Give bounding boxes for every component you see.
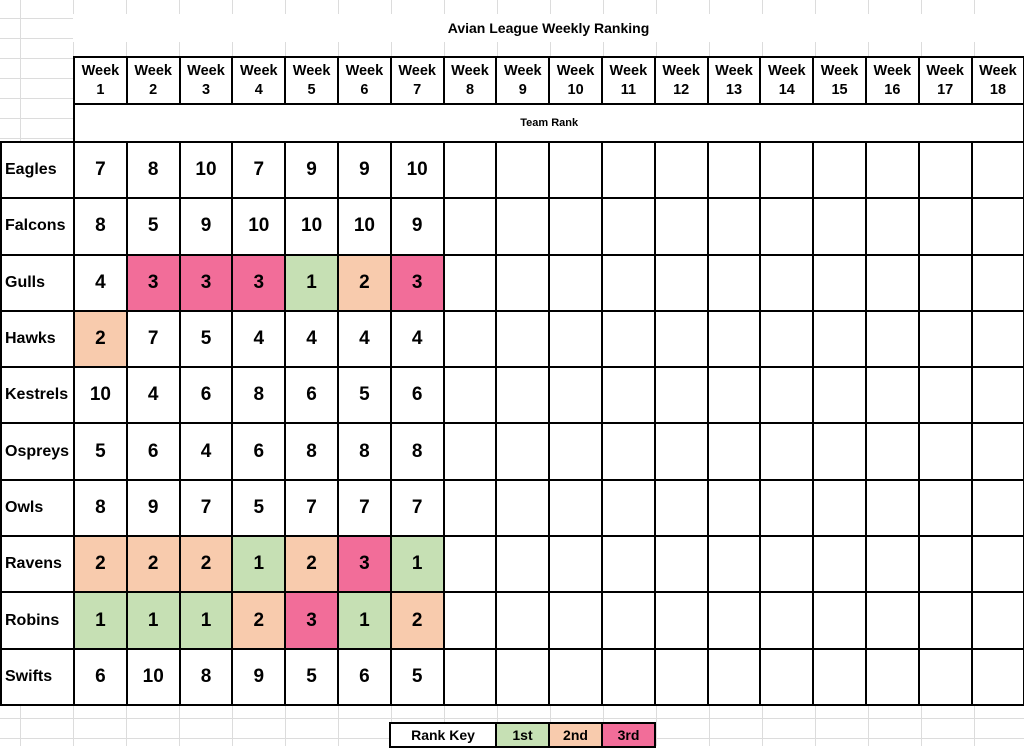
rank-cell[interactable]: 2 [285, 536, 338, 592]
rank-cell[interactable]: 5 [232, 480, 285, 536]
week-word: Week [503, 62, 542, 79]
rank-cell[interactable] [708, 255, 761, 311]
rank-cell[interactable] [919, 198, 972, 254]
rank-cell[interactable]: 9 [127, 480, 180, 536]
week-word: Week [873, 62, 912, 79]
rank-cell[interactable]: 1 [232, 536, 285, 592]
rank-cell[interactable] [708, 592, 761, 648]
rank-cell[interactable]: 5 [127, 198, 180, 254]
rank-cell[interactable] [708, 536, 761, 592]
rank-cell[interactable]: 8 [180, 649, 233, 705]
rank-cell[interactable] [866, 480, 919, 536]
rank-cell[interactable] [655, 592, 708, 648]
rank-cell[interactable]: 10 [391, 142, 444, 198]
rank-cell[interactable] [602, 198, 655, 254]
rank-cell[interactable]: 7 [180, 480, 233, 536]
week-header-5[interactable] [285, 57, 338, 104]
rank-cell[interactable] [972, 367, 1024, 423]
sheet-title: Avian League Weekly Ranking [73, 14, 1024, 42]
rank-cell[interactable]: 2 [338, 255, 391, 311]
rank-cell[interactable] [496, 649, 549, 705]
rank-cell[interactable] [444, 592, 497, 648]
rank-cell[interactable]: 1 [285, 255, 338, 311]
week-word: Week [926, 62, 964, 79]
rank-cell[interactable] [866, 367, 919, 423]
rank-cell[interactable]: 10 [232, 198, 285, 254]
rank-cell[interactable] [813, 198, 866, 254]
rank-cell[interactable]: 3 [180, 255, 233, 311]
rank-cell[interactable] [760, 536, 813, 592]
rank-cell[interactable] [708, 480, 761, 536]
week-number: 14 [778, 81, 795, 98]
team-name[interactable]: Gulls [1, 255, 74, 311]
week-number: 15 [831, 81, 848, 98]
rank-cell[interactable] [496, 255, 549, 311]
team-name[interactable]: Falcons [1, 198, 74, 254]
week-word: Week [187, 62, 225, 79]
rank-cell[interactable] [496, 198, 549, 254]
rank-key-third: 3rd [601, 724, 654, 746]
week-number: 9 [518, 81, 527, 98]
week-number: 5 [307, 81, 316, 98]
rank-cell[interactable]: 9 [180, 198, 233, 254]
rank-cell[interactable]: 2 [74, 536, 127, 592]
rank-cell[interactable]: 7 [232, 142, 285, 198]
rank-cell[interactable]: 4 [74, 255, 127, 311]
rank-cell[interactable]: 5 [285, 649, 338, 705]
rank-cell[interactable] [655, 480, 708, 536]
rank-cell[interactable] [813, 255, 866, 311]
week-word: Week [820, 62, 859, 79]
week-word: Week [345, 62, 384, 79]
rank-cell[interactable]: 10 [127, 649, 180, 705]
rank-cell[interactable] [760, 311, 813, 367]
rank-cell[interactable]: 4 [180, 423, 233, 479]
week-header-10[interactable] [549, 57, 602, 104]
table-row [1, 592, 1024, 648]
week-word: Week [662, 62, 700, 79]
rank-cell[interactable] [813, 536, 866, 592]
rank-cell[interactable]: 8 [285, 423, 338, 479]
rank-cell[interactable]: 7 [391, 480, 444, 536]
rank-cell[interactable] [813, 649, 866, 705]
rank-cell[interactable]: 6 [232, 423, 285, 479]
rank-cell[interactable] [919, 649, 972, 705]
rank-cell[interactable]: 1 [338, 592, 391, 648]
rank-cell[interactable] [919, 592, 972, 648]
rank-cell[interactable] [919, 367, 972, 423]
rank-cell[interactable]: 5 [338, 367, 391, 423]
rank-cell[interactable] [549, 198, 602, 254]
rank-cell[interactable]: 8 [74, 480, 127, 536]
header-corner [1, 57, 74, 142]
rank-cell[interactable]: 1 [127, 592, 180, 648]
rank-cell[interactable]: 9 [232, 649, 285, 705]
rank-cell[interactable] [444, 198, 497, 254]
rank-cell[interactable] [549, 311, 602, 367]
rank-cell[interactable] [602, 649, 655, 705]
team-rank-header[interactable]: Team Rank [74, 104, 1024, 142]
rank-cell[interactable] [760, 480, 813, 536]
rank-cell[interactable]: 5 [74, 423, 127, 479]
rank-cell[interactable]: 10 [74, 367, 127, 423]
rank-cell[interactable] [813, 142, 866, 198]
rank-key-second: 2nd [548, 724, 601, 746]
rank-cell[interactable]: 10 [180, 142, 233, 198]
table-row [1, 198, 1024, 254]
rank-cell[interactable] [602, 536, 655, 592]
week-header-9[interactable] [496, 57, 549, 104]
rank-cell[interactable]: 8 [232, 367, 285, 423]
rank-cell[interactable] [972, 255, 1024, 311]
rank-cell[interactable] [444, 367, 497, 423]
week-word: Week [451, 62, 489, 79]
rank-key-label: Rank Key [411, 727, 475, 743]
rank-cell[interactable]: 10 [285, 198, 338, 254]
rank-cell[interactable]: 8 [391, 423, 444, 479]
rank-cell[interactable] [602, 255, 655, 311]
rank-cell[interactable] [760, 649, 813, 705]
rank-cell[interactable] [549, 367, 602, 423]
rank-cell[interactable]: 3 [338, 536, 391, 592]
rank-cell[interactable]: 3 [391, 255, 444, 311]
week-header-7[interactable] [391, 57, 444, 104]
table-row [1, 367, 1024, 423]
rank-cell[interactable] [602, 311, 655, 367]
week-header-18[interactable] [972, 57, 1024, 104]
rank-cell[interactable]: 1 [391, 536, 444, 592]
team-name[interactable]: Swifts [1, 649, 74, 705]
rank-cell[interactable]: 8 [74, 198, 127, 254]
rank-cell[interactable]: 4 [391, 311, 444, 367]
table-row [1, 255, 1024, 311]
rank-cell[interactable] [708, 311, 761, 367]
rank-cell[interactable] [866, 536, 919, 592]
rank-cell[interactable]: 7 [127, 311, 180, 367]
rank-cell[interactable] [972, 536, 1024, 592]
team-name[interactable]: Robins [1, 592, 74, 648]
rank-cell[interactable] [496, 423, 549, 479]
rank-cell[interactable]: 6 [127, 423, 180, 479]
week-number: 3 [201, 81, 211, 98]
table-row [1, 423, 1024, 479]
rank-cell[interactable]: 5 [391, 649, 444, 705]
week-word: Week [767, 62, 806, 79]
rank-cell[interactable]: 5 [180, 311, 233, 367]
rank-cell[interactable] [866, 649, 919, 705]
rank-cell[interactable]: 6 [285, 367, 338, 423]
week-header-16[interactable] [866, 57, 919, 104]
week-word: Week [715, 62, 753, 79]
rank-cell[interactable] [972, 311, 1024, 367]
rank-cell[interactable] [866, 423, 919, 479]
rank-cell[interactable] [972, 142, 1024, 198]
rank-cell[interactable] [760, 142, 813, 198]
rank-cell[interactable] [655, 649, 708, 705]
rank-cell[interactable]: 8 [127, 142, 180, 198]
rank-cell[interactable] [813, 592, 866, 648]
rank-cell[interactable]: 4 [127, 367, 180, 423]
rank-cell[interactable]: 4 [232, 311, 285, 367]
rank-cell[interactable]: 1 [180, 592, 233, 648]
rank-cell[interactable]: 10 [338, 198, 391, 254]
week-header-6[interactable] [338, 57, 391, 104]
rank-cell[interactable] [444, 255, 497, 311]
week-number: 13 [725, 81, 743, 98]
week-word: Week [979, 62, 1017, 79]
rank-cell[interactable] [496, 592, 549, 648]
rank-cell[interactable] [602, 142, 655, 198]
rank-cell[interactable] [919, 311, 972, 367]
rank-cell[interactable] [496, 480, 549, 536]
rank-cell[interactable] [655, 255, 708, 311]
rank-cell[interactable]: 2 [180, 536, 233, 592]
rank-cell[interactable] [655, 536, 708, 592]
rank-cell[interactable] [813, 423, 866, 479]
team-name[interactable]: Eagles [1, 142, 74, 198]
week-number: 12 [673, 81, 690, 98]
rank-cell[interactable] [496, 142, 549, 198]
table-row [1, 480, 1024, 536]
week-number: 11 [620, 81, 637, 98]
rank-cell[interactable] [708, 198, 761, 254]
rank-cell[interactable] [919, 255, 972, 311]
week-header-11[interactable] [602, 57, 655, 104]
rank-cell[interactable] [655, 311, 708, 367]
week-header-13[interactable] [708, 57, 761, 104]
rank-cell[interactable] [760, 198, 813, 254]
rank-cell[interactable]: 2 [391, 592, 444, 648]
rank-cell[interactable] [549, 423, 602, 479]
rank-cell[interactable] [444, 536, 497, 592]
team-name[interactable]: Ravens [1, 536, 74, 592]
rank-cell[interactable]: 1 [74, 592, 127, 648]
team-name[interactable]: Hawks [1, 311, 74, 367]
rank-cell[interactable] [496, 536, 549, 592]
rank-cell[interactable] [444, 423, 497, 479]
rank-cell[interactable]: 4 [285, 311, 338, 367]
rank-cell[interactable] [919, 423, 972, 479]
rank-cell[interactable]: 6 [338, 649, 391, 705]
week-word: Week [239, 62, 278, 79]
rank-cell[interactable] [655, 367, 708, 423]
ranking-table [0, 56, 1024, 706]
rank-cell[interactable] [813, 311, 866, 367]
week-header-3[interactable] [180, 57, 233, 104]
week-word: Week [398, 62, 436, 79]
rank-cell[interactable] [549, 255, 602, 311]
rank-cell[interactable] [444, 480, 497, 536]
week-word: Week [292, 62, 331, 79]
team-name[interactable]: Owls [1, 480, 74, 536]
rank-cell[interactable] [444, 649, 497, 705]
rank-cell[interactable] [760, 367, 813, 423]
week-word: Week [609, 62, 648, 79]
rank-cell[interactable] [602, 367, 655, 423]
week-word: Week [556, 62, 595, 79]
week-number: 10 [567, 81, 584, 98]
week-number: 6 [360, 81, 369, 98]
rank-cell[interactable]: 3 [232, 255, 285, 311]
week-number: 16 [884, 81, 901, 98]
rank-cell[interactable]: 9 [285, 142, 338, 198]
rank-cell[interactable] [866, 198, 919, 254]
rank-cell[interactable] [919, 480, 972, 536]
rank-cell[interactable] [655, 198, 708, 254]
rank-cell[interactable] [708, 367, 761, 423]
week-header-15[interactable] [813, 57, 866, 104]
team-name[interactable]: Ospreys [1, 423, 74, 479]
table-row [1, 142, 1024, 198]
week-number: 17 [937, 81, 954, 98]
rank-cell[interactable] [866, 311, 919, 367]
rank-cell[interactable] [813, 367, 866, 423]
rank-cell[interactable] [602, 480, 655, 536]
week-header-4[interactable] [232, 57, 285, 104]
rank-cell[interactable]: 2 [232, 592, 285, 648]
week-header-8[interactable] [444, 57, 497, 104]
rank-cell[interactable] [972, 592, 1024, 648]
table-row [1, 649, 1024, 705]
week-header-2[interactable] [127, 57, 180, 104]
rank-cell[interactable]: 6 [180, 367, 233, 423]
rank-cell[interactable] [760, 592, 813, 648]
rank-cell[interactable]: 7 [285, 480, 338, 536]
rank-cell[interactable] [760, 423, 813, 479]
rank-key-first: 1st [495, 724, 548, 746]
rank-cell[interactable] [972, 198, 1024, 254]
rank-cell[interactable] [972, 480, 1024, 536]
rank-cell[interactable] [708, 142, 761, 198]
rank-cell[interactable] [866, 592, 919, 648]
rank-cell[interactable] [760, 255, 813, 311]
rank-cell[interactable] [866, 255, 919, 311]
rank-cell[interactable] [549, 480, 602, 536]
table-row [1, 311, 1024, 367]
rank-cell[interactable]: 3 [285, 592, 338, 648]
rank-cell[interactable]: 2 [74, 311, 127, 367]
rank-cell[interactable]: 6 [391, 367, 444, 423]
week-number: 2 [149, 81, 158, 98]
week-header-12[interactable] [655, 57, 708, 104]
rank-cell[interactable] [496, 367, 549, 423]
week-word: Week [134, 62, 172, 79]
week-number: 18 [989, 81, 1007, 98]
week-header-14[interactable] [760, 57, 813, 104]
rank-cell[interactable]: 9 [338, 142, 391, 198]
rank-cell[interactable] [972, 423, 1024, 479]
rank-cell[interactable] [655, 142, 708, 198]
rank-cell[interactable] [549, 536, 602, 592]
rank-cell[interactable] [708, 649, 761, 705]
week-word: Week [81, 62, 120, 79]
rank-cell[interactable] [549, 592, 602, 648]
rank-cell[interactable] [549, 649, 602, 705]
rank-cell[interactable] [655, 423, 708, 479]
rank-cell[interactable]: 4 [338, 311, 391, 367]
rank-cell[interactable] [496, 311, 549, 367]
rank-cell[interactable]: 7 [338, 480, 391, 536]
week-header-17[interactable] [919, 57, 972, 104]
rank-cell[interactable] [813, 480, 866, 536]
week-header-1[interactable] [74, 57, 127, 104]
rank-cell[interactable] [708, 423, 761, 479]
rank-cell[interactable]: 2 [127, 536, 180, 592]
rank-cell[interactable] [444, 142, 497, 198]
rank-cell[interactable]: 3 [127, 255, 180, 311]
week-number: 7 [413, 81, 422, 98]
rank-cell[interactable] [972, 649, 1024, 705]
rank-cell[interactable] [866, 142, 919, 198]
rank-cell[interactable]: 8 [338, 423, 391, 479]
rank-cell[interactable] [602, 423, 655, 479]
rank-cell[interactable] [919, 142, 972, 198]
team-name[interactable]: Kestrels [1, 367, 74, 423]
week-number: 8 [465, 81, 475, 98]
week-number: 1 [96, 81, 105, 98]
rank-cell[interactable] [602, 592, 655, 648]
rank-cell[interactable]: 9 [391, 198, 444, 254]
rank-cell[interactable] [549, 142, 602, 198]
rank-cell[interactable] [919, 536, 972, 592]
rank-cell[interactable]: 7 [74, 142, 127, 198]
rank-cell[interactable]: 6 [74, 649, 127, 705]
table-row [1, 536, 1024, 592]
rank-cell[interactable] [444, 311, 497, 367]
rank-key [389, 722, 656, 748]
week-number: 4 [254, 81, 263, 98]
